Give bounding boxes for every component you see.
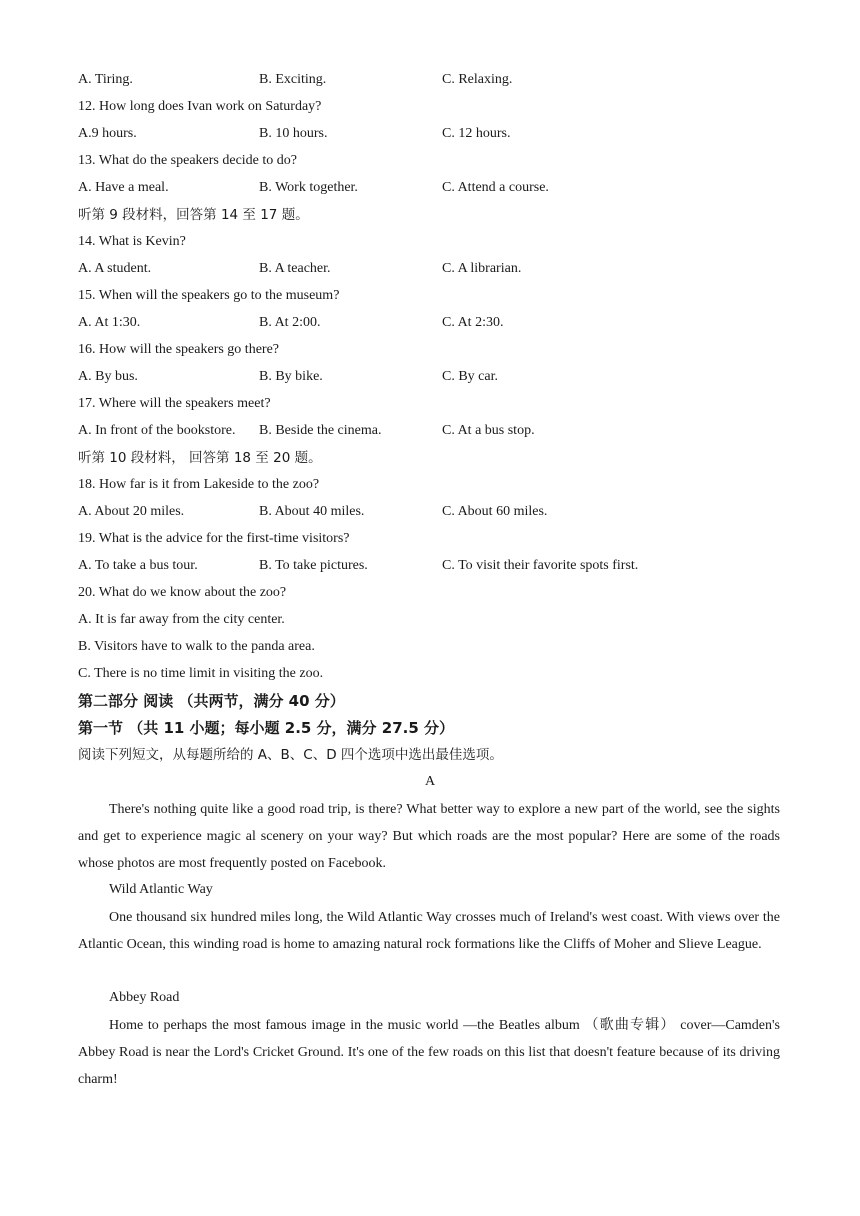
q12-stem: 12. How long does Ivan work on Saturday? xyxy=(78,99,322,114)
section1-heading: 第一节 （共 11 小题；每小题 2.5 分，满分 27.5 分） xyxy=(78,719,455,737)
q18-option-b: B. About 40 miles. xyxy=(259,504,365,519)
q11-option-b: B. Exciting. xyxy=(259,72,327,87)
q15-option-b: B. At 2:00. xyxy=(259,315,321,330)
reading-instructions: 阅读下列短文，从每题所给的 A、B、C、D 四个选项中选出最佳选项。 xyxy=(78,747,503,763)
q16-options xyxy=(78,367,780,387)
q13-option-a: A. Have a meal. xyxy=(78,180,169,195)
q13-stem: 13. What do the speakers decide to do? xyxy=(78,153,298,168)
q18-options xyxy=(78,502,780,522)
q20-option-a: A. It is far away from the city center. xyxy=(78,612,285,627)
q14-options xyxy=(78,259,780,279)
q20-stem: 20. What do we know about the zoo? xyxy=(78,585,287,600)
q17-option-a: A. In front of the bookstore. xyxy=(78,423,236,438)
road2-title: Abbey Road xyxy=(109,990,180,1005)
q12-option-b: B. 10 hours. xyxy=(259,126,328,141)
q19-options xyxy=(78,556,780,576)
road2-paragraph xyxy=(78,1012,780,1093)
q16-option-b: B. By bike. xyxy=(259,369,323,384)
road1-paragraph xyxy=(78,904,780,958)
passage-label: A xyxy=(424,774,436,789)
q20-option-b: B. Visitors have to walk to the panda area. xyxy=(78,639,315,654)
q14-option-a: A. A student. xyxy=(78,261,152,276)
q18-option-a: A. About 20 miles. xyxy=(78,504,185,519)
q15-option-c: C. At 2:30. xyxy=(442,315,504,330)
q11-options xyxy=(78,70,780,90)
q15-options xyxy=(78,313,780,333)
section10-instruction: 听第 10 段材料， 回答第 18 至 20 题。 xyxy=(78,450,322,466)
road1-paragraph-text: One thousand six hundred miles long, the Wild Atlantic Way crosses much of Ireland's west coast. With views over the Atlantic Ocean, this winding road is home to amazing natural rock formations like the Cliffs of Moher and Slieve League. xyxy=(78,910,780,952)
q17-option-c: C. At a bus stop. xyxy=(442,423,535,438)
q14-option-c: C. A librarian. xyxy=(442,261,522,276)
q18-option-c: C. About 60 miles. xyxy=(442,504,548,519)
q15-option-a: A. At 1:30. xyxy=(78,315,141,330)
q12-options xyxy=(78,124,780,144)
q16-option-a: A. By bus. xyxy=(78,369,138,384)
section9-instruction: 听第 9 段材料，回答第 14 至 17 题。 xyxy=(78,207,309,223)
part2-heading: 第二部分 阅读 （共两节，满分 40 分） xyxy=(78,692,345,710)
q12-option-c: C. 12 hours. xyxy=(442,126,511,141)
q19-stem: 19. What is the advice for the first-time visitors? xyxy=(78,531,350,546)
q19-option-b: B. To take pictures. xyxy=(259,558,368,573)
q11-option-c: C. Relaxing. xyxy=(442,72,513,87)
q15-stem: 15. When will the speakers go to the museum? xyxy=(78,288,340,303)
intro-paragraph-text: There's nothing quite like a good road trip, is there? What better way to explore a new part of the world, see the sights and get to experience magic al scenery on your way? But which roads are the most popular? Here are some of the roads whose photos are most frequently posted on Facebook. xyxy=(78,802,780,871)
q18-stem: 18. How far is it from Lakeside to the zoo? xyxy=(78,477,320,492)
q13-option-b: B. Work together. xyxy=(259,180,358,195)
q16-option-c: C. By car. xyxy=(442,369,498,384)
q13-options xyxy=(78,178,780,198)
q19-option-a: A. To take a bus tour. xyxy=(78,558,198,573)
q13-option-c: C. Attend a course. xyxy=(442,180,549,195)
q12-option-a: A.9 hours. xyxy=(78,126,137,141)
q16-stem: 16. How will the speakers go there? xyxy=(78,342,279,357)
intro-paragraph xyxy=(78,796,780,877)
q20-option-c: C. There is no time limit in visiting the zoo. xyxy=(78,666,324,681)
q14-stem: 14. What is Kevin? xyxy=(78,234,186,249)
q19-option-c: C. To visit their favorite spots first. xyxy=(442,558,639,573)
road1-title: Wild Atlantic Way xyxy=(109,882,213,897)
q11-option-a: A. Tiring. xyxy=(78,72,133,87)
road2-paragraph-text: Home to perhaps the most famous image in the music world —the Beatles album （歌曲专辑） cover—Camden's Abbey Road is near the Lord's Cricket Ground. It's one of the few roads on this list that doesn't feature because of its driving charm! xyxy=(78,1018,780,1087)
q17-options xyxy=(78,421,780,441)
q17-option-b: B. Beside the cinema. xyxy=(259,423,382,438)
q17-stem: 17. Where will the speakers meet? xyxy=(78,396,271,411)
q14-option-b: B. A teacher. xyxy=(259,261,331,276)
